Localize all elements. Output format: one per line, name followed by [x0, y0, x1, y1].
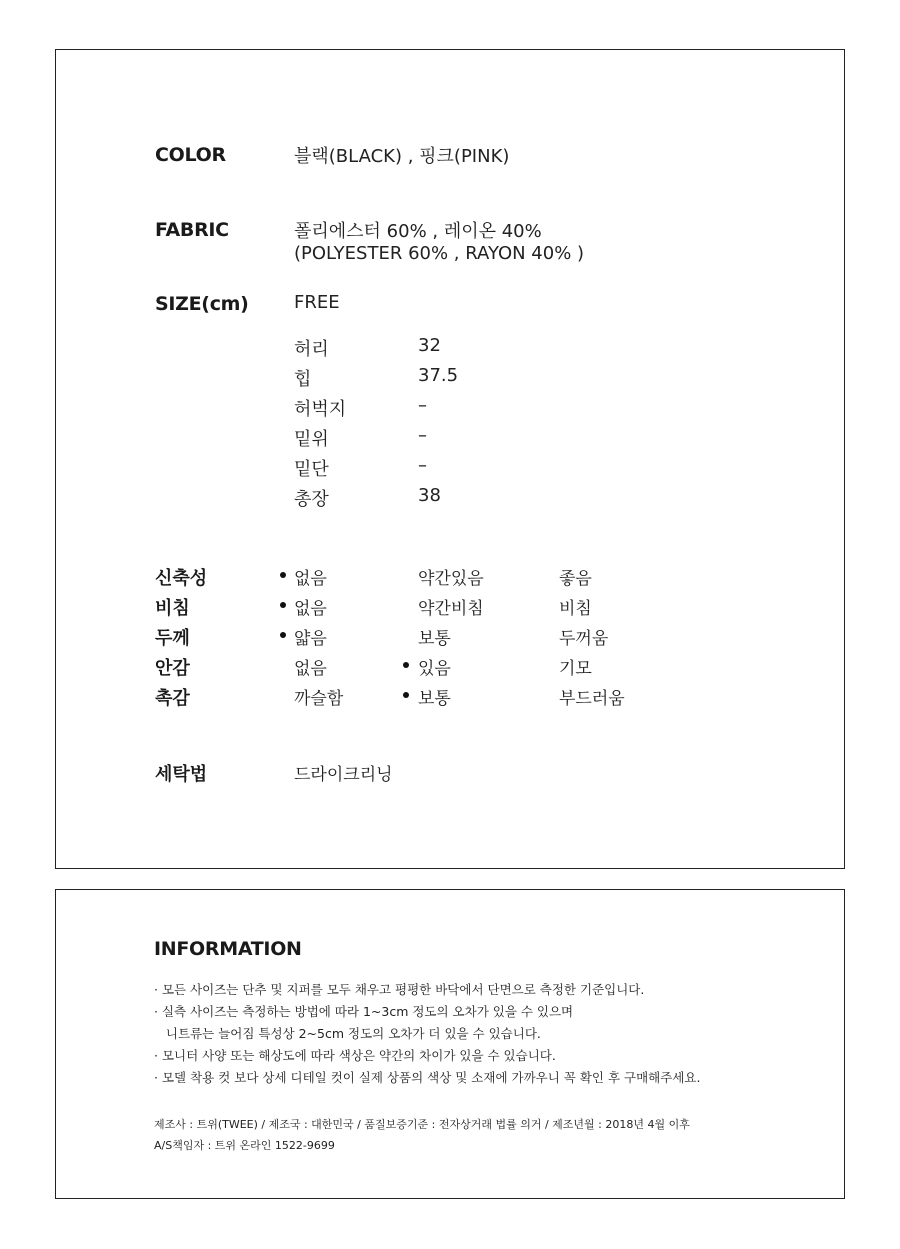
fabric-label: FABRIC [155, 219, 229, 241]
product-spec-panel [55, 49, 845, 869]
attribute-label-thickness: 두께 [155, 628, 190, 649]
information-note: · 모델 착용 컷 보다 상세 디테일 컷이 실제 상품의 색상 및 소재에 가까우니 꼭 확인 후 구매해주세요. [154, 1070, 701, 1085]
selected-bullet [280, 602, 286, 608]
size-row-name: 힙 [294, 369, 312, 390]
attribute-label-lining: 안감 [155, 658, 190, 679]
size-row-name: 총장 [294, 489, 329, 510]
attribute-label-touch: 촉감 [155, 688, 190, 709]
selected-bullet [403, 692, 409, 698]
attribute-option: 보통 [418, 689, 451, 709]
attribute-option: 부드러움 [559, 689, 625, 709]
attribute-label-sheer: 비침 [155, 598, 190, 619]
size-row-value: – [418, 455, 427, 476]
fabric-value-line2: (POLYESTER 60% , RAYON 40% ) [294, 243, 585, 264]
attribute-option: 있음 [418, 659, 451, 679]
attribute-option: 비침 [559, 599, 592, 619]
selected-bullet [280, 572, 286, 578]
information-note: 니트류는 늘어짐 특성상 2~5cm 정도의 오차가 더 있을 수 있습니다. [154, 1026, 541, 1041]
information-note: · 실측 사이즈는 측정하는 방법에 따라 1~3cm 정도의 오차가 있을 수 있으며 [154, 1004, 574, 1019]
attribute-option: 까슬함 [294, 689, 344, 709]
fabric-value-line1: 폴리에스터 60% , 레이온 40% [294, 221, 542, 242]
attribute-option: 없음 [294, 599, 327, 619]
attribute-option: 얇음 [294, 629, 327, 649]
size-row-value: 32 [418, 335, 441, 356]
size-row-value: – [418, 395, 427, 416]
information-note: · 모니터 사양 또는 해상도에 따라 색상은 약간의 차이가 있을 수 있습니다. [154, 1048, 556, 1063]
information-panel [55, 889, 845, 1199]
wash-label: 세탁법 [155, 764, 208, 785]
attribute-label-stretch: 신축성 [155, 568, 208, 589]
size-row-name: 허리 [294, 339, 329, 360]
attribute-option: 좋음 [559, 569, 592, 589]
attribute-option: 약간비침 [418, 599, 484, 619]
size-row-name: 허벅지 [294, 399, 347, 420]
attribute-option: 없음 [294, 569, 327, 589]
as-contact-info: A/S책임자 : 트위 온라인 1522-9699 [154, 1139, 335, 1152]
attribute-option: 보통 [418, 629, 451, 649]
size-label: SIZE(cm) [155, 293, 249, 315]
color-value: 블랙(BLACK) , 핑크(PINK) [294, 146, 510, 167]
size-row-value: 38 [418, 485, 441, 506]
information-note: · 모든 사이즈는 단추 및 지퍼를 모두 채우고 평평한 바닥에서 단면으로 측정한 기준입니다. [154, 982, 645, 997]
manufacturer-info: 제조사 : 트위(TWEE) / 제조국 : 대한민국 / 품질보증기준 : 전자상거래 법률 의거 / 제조년월 : 2018년 4월 이후 [154, 1118, 690, 1131]
size-row-value: 37.5 [418, 365, 459, 386]
information-title: INFORMATION [154, 938, 302, 960]
selected-bullet [280, 632, 286, 638]
size-row-value: – [418, 425, 427, 446]
attribute-option: 약간있음 [418, 569, 484, 589]
attribute-option: 기모 [559, 659, 592, 679]
attribute-option: 두꺼움 [559, 629, 609, 649]
size-row-name: 밑위 [294, 429, 329, 450]
size-row-name: 밑단 [294, 459, 329, 480]
selected-bullet [403, 662, 409, 668]
attribute-option: 없음 [294, 659, 327, 679]
wash-value: 드라이크리닝 [294, 765, 393, 785]
color-label: COLOR [155, 144, 226, 166]
size-free-value: FREE [294, 292, 340, 313]
